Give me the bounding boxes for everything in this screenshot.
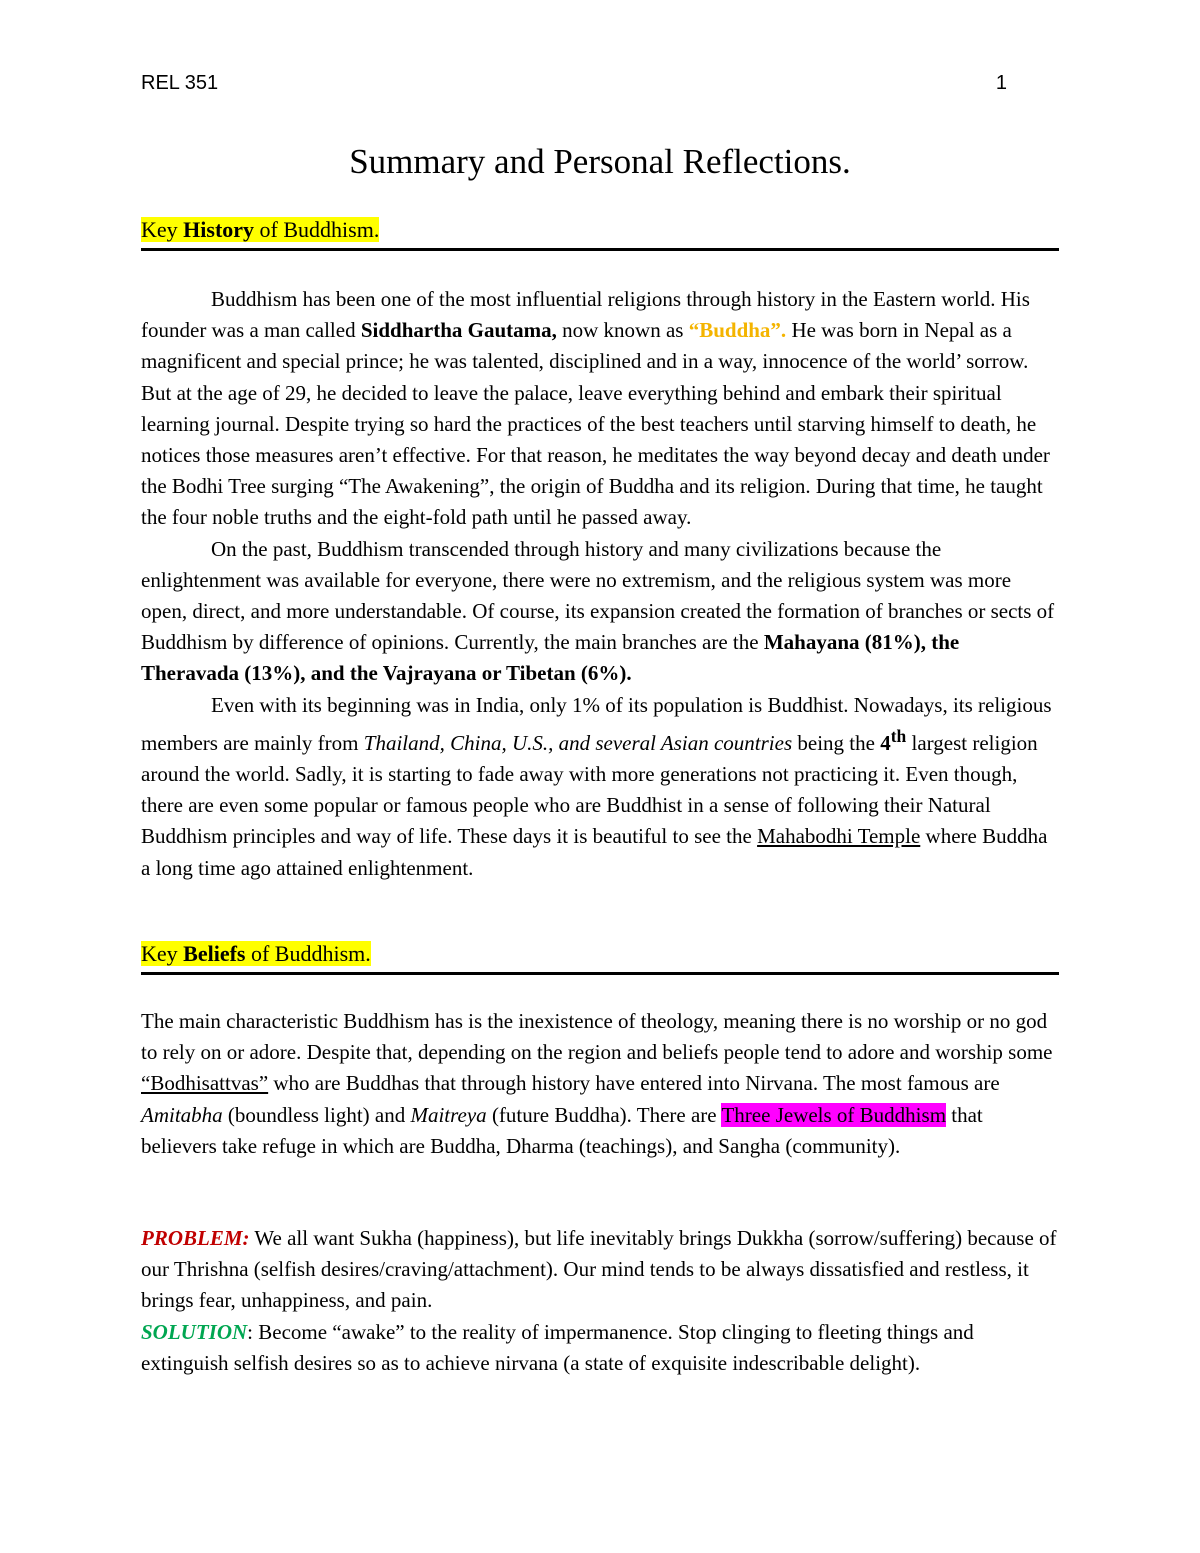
- rank-suffix: th: [890, 725, 907, 746]
- amitabha-italic: Amitabha: [141, 1102, 223, 1127]
- history-heading-post: of Buddhism.: [254, 217, 380, 242]
- text-run: Even with its beginning was in India, only 1% of its population is Buddhist. Nowadays, its religious members are mainly from: [141, 692, 1052, 755]
- branches-bold: Mahayana (81%), the Theravada (13%), and the Vajrayana or Tibetan (6%).: [141, 630, 960, 686]
- history-heading-bold: History: [183, 217, 255, 242]
- history-body: [141, 284, 1059, 884]
- course-code: REL 351: [141, 72, 219, 94]
- maitreya-italic: Maitreya: [410, 1102, 487, 1127]
- history-paragraph-3: [141, 690, 1059, 884]
- bodhisattvas-link[interactable]: “Bodhisattvas”: [141, 1071, 269, 1096]
- solution-label: SOLUTION: [141, 1319, 248, 1344]
- three-jewels-highlight: Three Jewels of Buddhism: [721, 1102, 947, 1127]
- history-paragraph-1: [141, 284, 1059, 534]
- history-heading-pre: Key: [141, 217, 184, 242]
- founder-name: Siddhartha Gautama,: [360, 318, 557, 343]
- rank-number: 4: [880, 730, 891, 755]
- history-heading: [141, 214, 1059, 251]
- page-title: Summary and Personal Reflections.: [349, 142, 851, 181]
- text-run: On the past, Buddhism transcended through history and many civilizations because the enlightenment was available for everyone, there were no extremism, and the religious system was more open, direct, and more understandable. Of course, its expansion created the formation of branches or sects of Buddhism by difference of opinions. Currently, the main branches are the: [141, 536, 1055, 655]
- text-run: largest religion around the world. Sadly, it is starting to fade away with more generations not practicing it. Even though, there are even some popular or famous people who are Buddhist in a sense of following their Natural Buddhism principles and way of life. These days it is beautiful to see the: [141, 730, 1038, 849]
- text-run: who are Buddhas that through history have entered into Nirvana. The most famous are: [268, 1071, 1000, 1096]
- text-run: He was born in Nepal as a magnificent and special prince; he was talented, disciplined and in a way, innocence of the world’ sorrow. But at the age of 29, he decided to leave the palace, leave everything behind and embark their spiritual learning journal. Despite trying so hard the practices of the best teachers until starving himself to death, he notices those measures aren’t effective. For that reason, he meditates the way beyond decay and death under the Bodhi Tree surging “The Awakening”, the origin of Buddha and its religion. During that time, he taught the four noble truths and the eight-fold path until he passed away.: [141, 318, 1050, 530]
- buddha-highlight: “Buddha”.: [688, 318, 787, 343]
- beliefs-heading-post: of Buddhism.: [245, 941, 371, 966]
- text-run: (future Buddha). There are: [486, 1102, 722, 1127]
- beliefs-heading: [141, 938, 1059, 975]
- page-header: [141, 72, 1007, 106]
- problem-label: PROBLEM:: [141, 1226, 250, 1250]
- beliefs-heading-pre: Key: [141, 941, 184, 966]
- countries-italic: Thailand, China, U.S., and several Asian countries: [363, 730, 793, 755]
- text-run: where Buddha a long time ago attained enlightenment.: [141, 824, 1048, 880]
- mahabodhi-temple-link[interactable]: Mahabodhi Temple: [757, 824, 921, 849]
- text-run: Buddhism has been one of the most influential religions through history in the Eastern world. His founder was a man called: [141, 287, 1030, 343]
- problem-text: We all want Sukha (happiness), but life inevitably brings Dukkha (sorrow/suffering) because of our Thrishna (selfish desires/craving/attachment). Our mind tends to be always dissatisfied and restless, it brings fear, unhappiness, and pain.: [141, 1226, 1057, 1313]
- rank-bold: [880, 725, 907, 755]
- text-run: The main characteristic Buddhism has is the inexistence of theology, meaning there is no worship or no god to rely on or adore. Despite that, depending on the region and beliefs people tend to adore and worship some: [141, 1009, 1053, 1065]
- page-number: 1: [995, 72, 1007, 94]
- history-section: [141, 214, 1059, 251]
- solution-paragraph: [141, 1317, 1059, 1379]
- text-run: now known as: [556, 318, 689, 343]
- beliefs-section: [141, 938, 1059, 975]
- history-paragraph-2: [141, 534, 1059, 690]
- text-run: (boundless light) and: [222, 1102, 411, 1127]
- beliefs-paragraph-1: [141, 1006, 1059, 1162]
- text-run: being the: [792, 730, 881, 755]
- beliefs-heading-bold: Beliefs: [183, 941, 246, 966]
- beliefs-heading-highlight: [141, 941, 371, 966]
- beliefs-body: [141, 1006, 1059, 1162]
- text-run: that believers take refuge in which are Buddha, Dharma (teachings), and Sangha (community).: [141, 1102, 983, 1158]
- history-heading-highlight: [141, 217, 379, 242]
- problem-solution-block: [141, 1223, 1059, 1379]
- problem-paragraph: [141, 1223, 1059, 1317]
- solution-text: : Become “awake” to the reality of impermanence. Stop clinging to fleeting things and extinguish selfish desires so as to achieve nirvana (a state of exquisite indescribable delight).: [141, 1319, 974, 1375]
